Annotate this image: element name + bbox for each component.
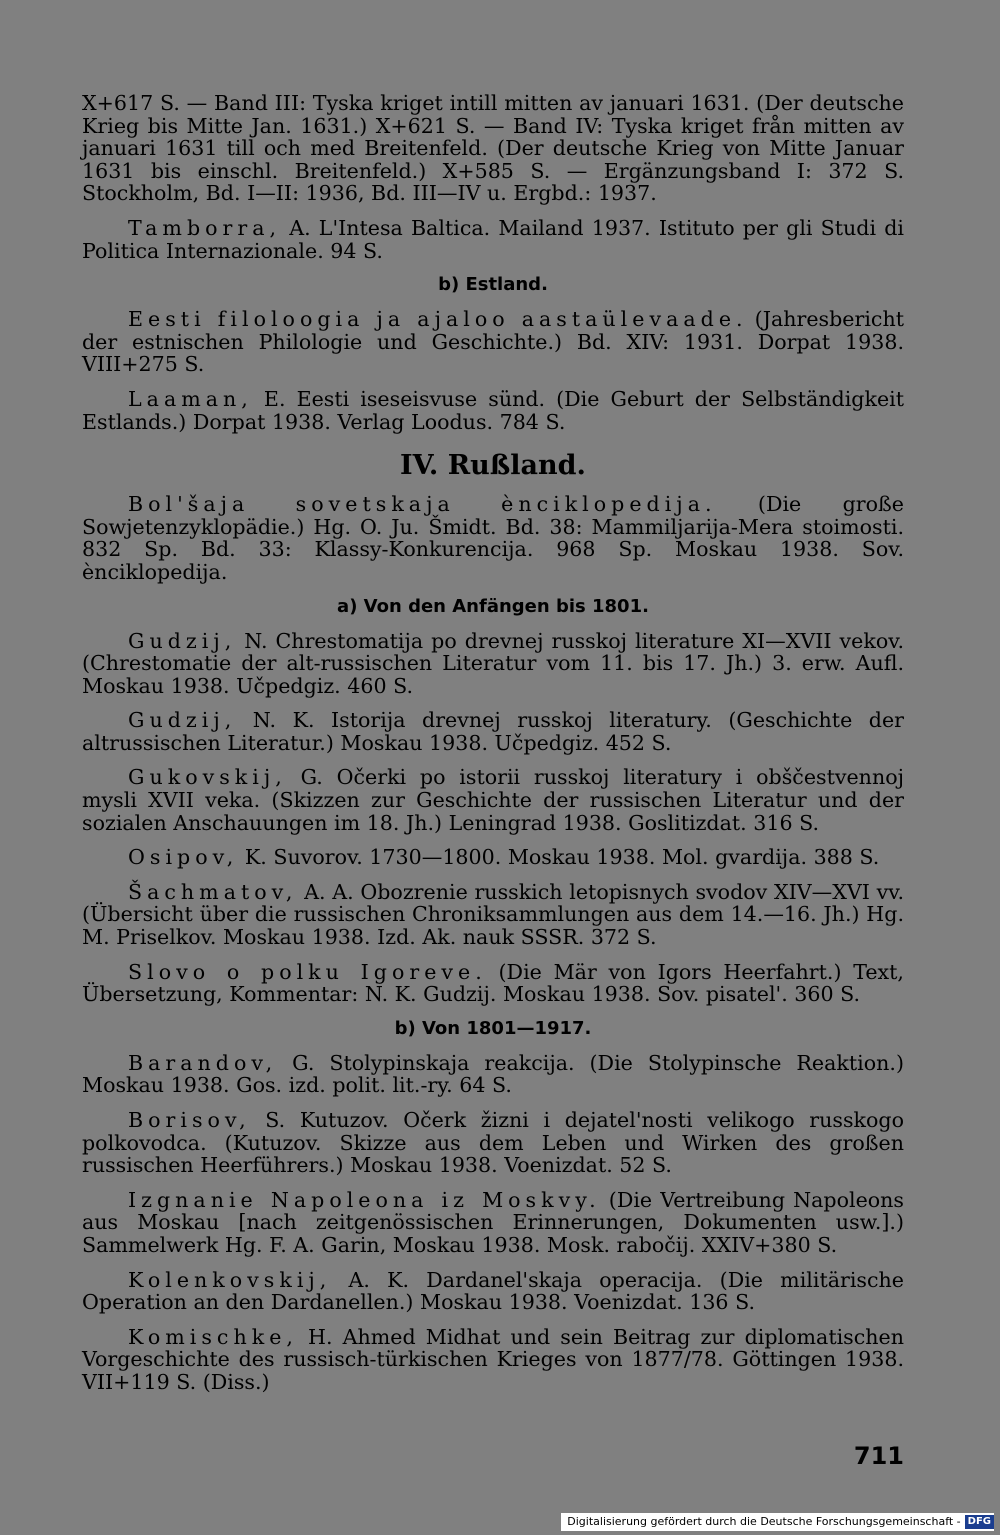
entry-text: X+617 S. — Band III: Tyska kriget intill mitten av januari 1631. (Der deutsche Krieg bis Mitte Jan. 1631.) X+621 S. — Band IV: Tyska kriget från mitten av januari 1631 till och med Breitenfeld. (Der deutsche Krieg von Mitte Januar 1631 bis einschl. Breitenfeld.) X+585 S. — Ergänzungsband I: 372 S. Stockholm, Bd. I—II: 1936, Bd. III—IV u. Ergbd.: 1937.: [82, 91, 904, 206]
entry-author: Šachmatov,: [128, 879, 298, 904]
entry-text: (Die Mär von Igors Heerfahrt.) Text, Übersetzung, Kommentar: N. K. Gudzij. Moskau 1938. Sov. pisatel'. 360 S.: [82, 959, 904, 1007]
entry-author: Izgnanie Napoleona iz Moskvy.: [128, 1187, 601, 1212]
bibliography-entry: [82, 881, 904, 949]
footer-banner: [561, 1513, 994, 1531]
entry-text: E. Eesti iseseisvuse sünd. (Die Geburt der Selbständigkeit Estlands.) Dorpat 1938. Verlag Loodus. 784 S.: [82, 386, 904, 434]
entry-text: G. Očerki po istorii russkoj literatury i obščestvennoj mysli XVII veka. (Skizzen zur Geschichte der russischen Literatur und der sozialen Anschauungen im 18. Jh.) Leningrad 1938. Goslitizdat. 316 S.: [82, 765, 904, 835]
entry-author: Tamborra,: [128, 215, 282, 240]
page-number: 711: [853, 1442, 904, 1470]
entry-text: A. K. Dardanel'skaja operacija. (Die militärische Operation an den Dardanellen.) Moskau 1938. Voenizdat. 136 S.: [82, 1267, 904, 1315]
bibliography-entry: [82, 630, 904, 698]
entry-text: (Die große Sowjetenzyklopädie.) Hg. O. Ju. Šmidt. Bd. 38: Mammiljarija-Mera stoimosti. 832 Sp. Bd. 33: Klassy-Konkurencija. 968 Sp. Moskau 1938. Sov. ènciklopedija.: [82, 492, 904, 584]
entry-author: Bol'šaja sovetskaja ènciklopedija.: [128, 492, 717, 517]
section-heading: a) Von den Anfängen bis 1801.: [337, 595, 649, 617]
footer-text: Digitalisierung gefördert durch die Deutsche Forschungsgemeinschaft -: [567, 1515, 961, 1528]
bibliography-entry: [82, 1052, 904, 1097]
entry-author: Osipov,: [128, 845, 239, 870]
bibliography-entry: [82, 961, 904, 1006]
entry-author: Laaman,: [128, 386, 253, 411]
entry-text: (Jahresbericht der estnischen Philologie und Geschichte.) Bd. XIV: 1931. Dorpat 1938. VIII+275 S.: [82, 307, 904, 377]
section-heading: b) Von 1801—1917.: [394, 1017, 592, 1039]
bibliography-entry: [82, 1109, 904, 1177]
entry-author: Barandov,: [128, 1050, 278, 1075]
bibliography-entry: [82, 388, 904, 433]
dfg-logo-icon: DFG: [965, 1515, 994, 1529]
bibliography-entry: [82, 1189, 904, 1257]
bibliography-entry: [82, 92, 904, 205]
bibliography-entry: [82, 493, 904, 583]
entry-author: Eesti filoloogia ja ajaloo aastaülevaade.: [128, 307, 748, 332]
entry-author: Gudzij,: [128, 628, 237, 653]
entry-author: Gukovskij,: [128, 765, 287, 790]
chapter-heading: IV. Rußland.: [400, 450, 586, 482]
entry-text: N. K. Istorija drevnej russkoj literatury. (Geschichte der altrussischen Literatur.) Moskau 1938. Učpedgiz. 452 S.: [82, 708, 904, 755]
entry-text: (Die Vertreibung Napoleons aus Moskau [nach zeitgenössischen Erinnerungen, Dokumenten usw.].) Sammelwerk Hg. F. A. Garin, Moskau 1938. Mosk. rabočij. XXIV+380 S.: [82, 1187, 904, 1257]
entry-author: Komischke,: [128, 1324, 298, 1349]
entry-text: K. Suvorov. 1730—1800. Moskau 1938. Mol. gvardija. 388 S.: [238, 845, 880, 870]
entry-author: Gudzij,: [128, 708, 237, 733]
entry-text: N. Chrestomatija po drevnej russkoj literature XI—XVII vekov. (Chrestomatie der alt-russischen Literatur vom 11. bis 17. Jh.) 3. erw. Aufl. Moskau 1938. Učpedgiz. 460 S.: [82, 628, 904, 698]
bibliography-entry: [82, 1326, 904, 1394]
page-body: [82, 92, 904, 1406]
bibliography-entry: [82, 709, 904, 754]
bibliography-entry: [82, 846, 904, 869]
entry-text: H. Ahmed Midhat und sein Beitrag zur diplomatischen Vorgeschichte des russisch-türkischen Krieges von 1877/78. Göttingen 1938. VII+119 S. (Diss.): [82, 1324, 904, 1394]
bibliography-entry: [82, 217, 904, 262]
bibliography-entry: [82, 1269, 904, 1314]
entry-text: A. A. Obozrenie russkich letopisnych svodov XIV—XVI vv. (Übersicht über die russischen Chroniksammlungen aus dem 14.—16. Jh.) Hg. M. Priselkov. Moskau 1938. Izd. Ak. nauk SSSR. 372 S.: [82, 879, 904, 950]
bibliography-entry: [82, 766, 904, 834]
entry-text: S. Kutuzov. Očerk žizni i dejatel'nosti velikogo russkogo polkovodca. (Kutuzov. Skizze aus dem Leben und Wirken des großen russischen Heerführers.) Moskau 1938. Voenizdat. 52 S.: [82, 1108, 904, 1178]
entry-text: A. L'Intesa Baltica. Mailand 1937. Istituto per gli Studi di Politica Internazionale. 94 S.: [82, 215, 904, 263]
entry-author: Slovo o polku Igoreve.: [128, 959, 487, 984]
bibliography-entry: [82, 308, 904, 376]
entry-author: Borisov,: [128, 1108, 251, 1132]
entry-author: Kolenkovskij,: [128, 1267, 332, 1292]
entry-text: G. Stolypinskaja reakcija. (Die Stolypinsche Reaktion.) Moskau 1938. Gos. izd. polit. lit.-ry. 64 S.: [82, 1050, 904, 1098]
section-heading: b) Estland.: [438, 274, 548, 296]
